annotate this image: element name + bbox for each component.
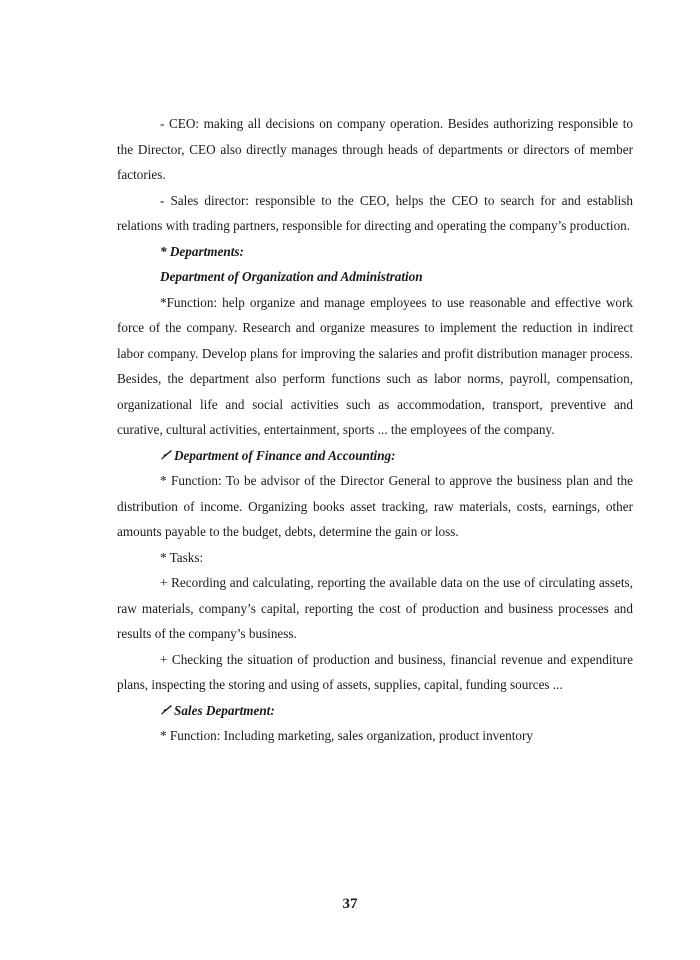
finance-task-1: + Recording and calculating, reporting the available data on the use of circulating assets, raw materials, company’s capital, reporting the cost of production and business processes and results of the company’s business.	[117, 575, 633, 641]
writing-hand-icon	[160, 698, 173, 724]
finance-task-2: + Checking the situation of production and business, financial revenue and expenditure plans, inspecting the storing and using of assets, supplies, capital, funding sources ...	[117, 651, 633, 692]
org-admin-function: *Function: help organize and manage employees to use reasonable and effective work force of the company. Research and organize measures to implement the reduction in indirect labor company. Develop plans for improving the salaries and profit distribution manager process. Besides, the department also perform functions such as labor norms, payroll, compensation, organizational life and social activities such as accommodation, transport, preventive and curative, cultural activities, entertainment, sports ... the employees of the company.	[117, 294, 633, 437]
sales-director-paragraph: - Sales director: responsible to the CEO, helps the CEO to search for and establish relations with trading partners, responsible for directing and operating the company’s production.	[117, 192, 633, 233]
ceo-paragraph: - CEO: making all decisions on company operation. Besides authorizing responsible to the Director, CEO also directly manages through heads of departments or directors of member factories.	[117, 116, 633, 182]
finance-tasks-label: * Tasks:	[160, 549, 204, 565]
sales-heading: Sales Department:	[174, 702, 275, 718]
finance-heading: Department of Finance and Accounting:	[174, 447, 396, 463]
sales-function: * Function: Including marketing, sales organization, product inventory	[160, 728, 533, 743]
writing-hand-icon	[160, 443, 173, 469]
document-body	[117, 111, 633, 749]
page-number: 37	[342, 896, 358, 912]
org-admin-heading: Department of Organization and Administration	[160, 269, 423, 284]
departments-heading: * Departments:	[160, 243, 244, 259]
finance-function: * Function: To be advisor of the Director General to approve the business plan and the distribution of income. Organizing books asset tracking, raw materials, costs, earnings, other amounts payable to the budget, debts, determine the gain or loss.	[117, 473, 633, 539]
finance-heading-line	[117, 443, 633, 469]
sales-heading-line	[117, 698, 633, 724]
